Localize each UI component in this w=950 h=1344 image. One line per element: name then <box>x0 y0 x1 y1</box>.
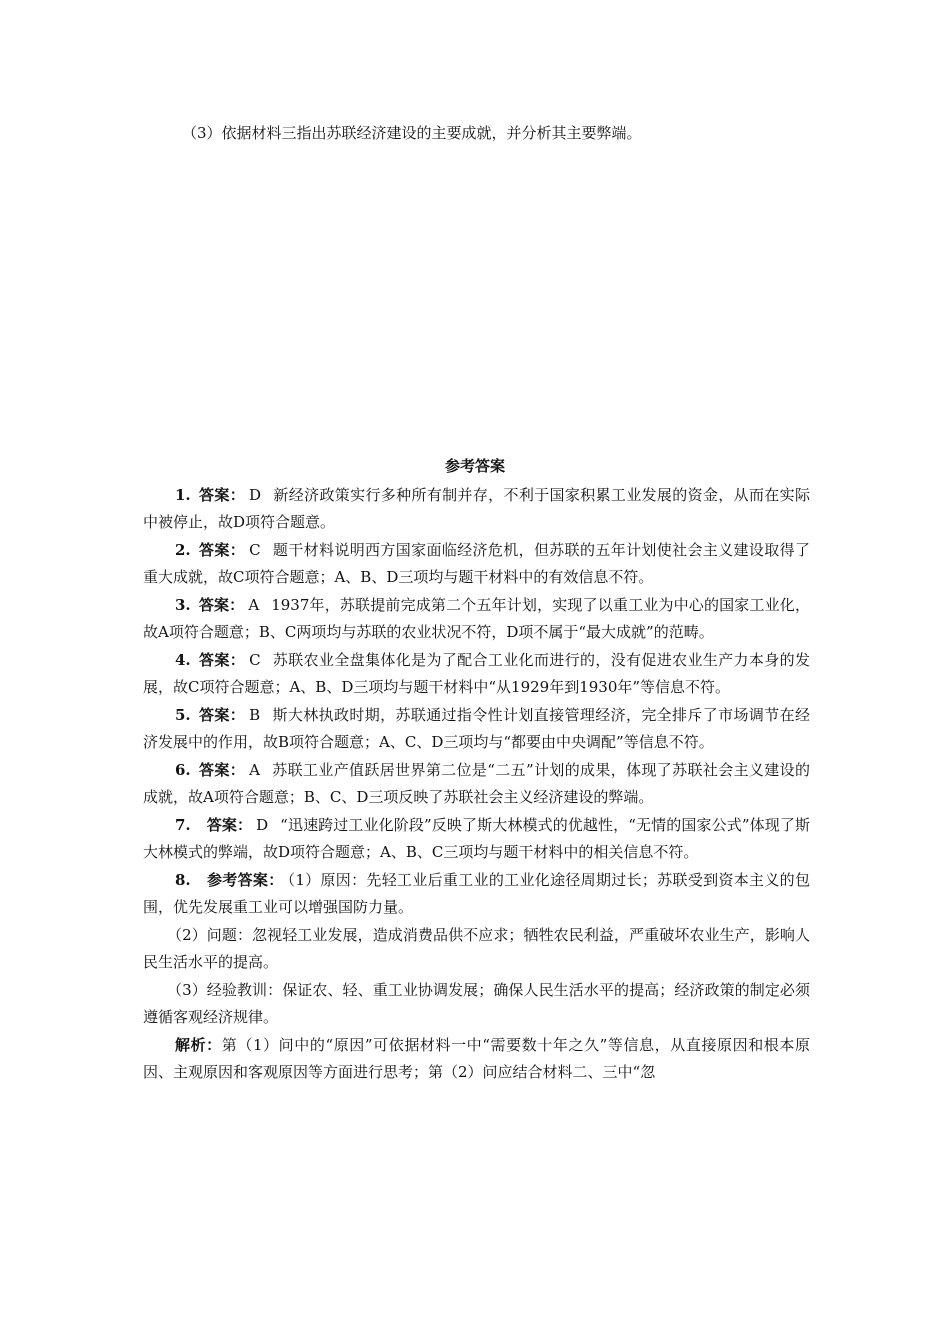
answer-explanation: 1937年，苏联提前完成第二个五年计划，实现了以重工业为中心的国家工业化，故A项符合题意；B、C两项均与苏联的农业状况不符，D项不属于“最大成就”的范畴。 <box>143 596 810 641</box>
answer-explanation: 新经济政策实行多种所有制并存，不利于国家积累工业发展的资金，从而在实际中被停止，故D项符合题意。 <box>143 486 810 531</box>
answer-number: 6. <box>175 761 191 779</box>
answer-label: 答案： <box>206 816 253 834</box>
answer-label: 答案： <box>198 541 246 559</box>
answer-letter: C <box>249 651 261 669</box>
answer-explanation: 题干材料说明西方国家面临经济危机，但苏联的五年计划使社会主义建设取得了重大成就，故C项符合题意；A、B、D三项均与题干材料中的有效信息不符。 <box>143 541 810 586</box>
answers-title: 参考答案 <box>444 457 505 475</box>
answer-item-4 <box>143 647 810 701</box>
answer-label: 答案： <box>198 486 246 504</box>
answer-item-2 <box>143 537 810 591</box>
answer-number: 7. <box>175 816 191 834</box>
answer-item-3 <box>143 592 810 646</box>
answer-8-part-1: （1）原因：先轻工业后重工业的工业化途径周期过长；苏联受到资本主义的包围，优先发展重工业可以增强国防力量。 <box>143 871 810 916</box>
answer-label: 答案： <box>198 596 245 614</box>
answer-number: 4. <box>175 651 191 669</box>
answer-letter: A <box>248 596 260 614</box>
answer-item-6 <box>143 757 810 811</box>
answer-label: 答案： <box>198 706 246 724</box>
answer-explanation: 斯大林执政时期，苏联通过指令性计划直接管理经济，完全排斥了市场调节在经济发展中的作用，故B项符合题意；A、C、D三项均与“都要由中央调配”等信息不符。 <box>143 706 810 751</box>
answer-8-part-2: （2）问题：忽视轻工业发展，造成消费品供不应求；牺牲农民利益，严重破坏农业生产，影响人民生活水平的提高。 <box>143 926 810 971</box>
answer-label: 参考答案： <box>206 871 284 889</box>
answer-label: 答案： <box>198 651 246 669</box>
question-3-text: （3）依据材料三指出苏联经济建设的主要成就，并分析其主要弊端。 <box>182 124 642 142</box>
answer-letter: A <box>249 761 260 779</box>
analysis-label: 解析： <box>175 1036 222 1054</box>
analysis-paragraph <box>143 1032 810 1086</box>
answer-item-1 <box>143 482 810 536</box>
answer-explanation: “迅速跨过工业化阶段”反映了斯大林模式的优越性，“无情的国家公式”体现了斯大林模式的弊端，故D项符合题意；A、B、C三项均与题干材料中的相关信息不符。 <box>143 816 810 861</box>
answer-explanation: 苏联工业产值跃居世界第二位是“二五”计划的成果，体现了苏联社会主义建设的成就，故A项符合题意；B、C、D三项反映了苏联社会主义经济建设的弊端。 <box>143 761 810 806</box>
answer-item-7 <box>143 812 810 866</box>
analysis-text: 第（1）问中的“原因”可依据材料一中“需要数十年之久”等信息，从直接原因和根本原因、主观原因和客观原因等方面进行思考；第（2）问应结合材料二、三中“忽 <box>143 1036 810 1081</box>
answer-letter: C <box>249 541 261 559</box>
answer-letter: B <box>249 706 261 724</box>
answer-letter: D <box>249 486 262 504</box>
answer-number: 3. <box>175 596 191 614</box>
answer-number: 8. <box>175 871 191 889</box>
answer-number: 5. <box>175 706 191 724</box>
answers-section <box>143 482 810 1087</box>
answer-item-8 <box>143 867 810 921</box>
answer-number: 2. <box>175 541 191 559</box>
answer-number: 1. <box>175 486 191 504</box>
answer-item-5 <box>143 702 810 756</box>
answer-8-part-3: （3）经验教训：保证农、轻、重工业协调发展；确保人民生活水平的提高；经济政策的制定必须遵循客观经济规律。 <box>143 981 810 1026</box>
answer-explanation: 苏联农业全盘集体化是为了配合工业化而进行的，没有促进农业生产力本身的发展，故C项符合题意；A、B、D三项均与题干材料中“从1929年到1930年”等信息不符。 <box>143 651 810 696</box>
answer-label: 答案： <box>198 761 246 779</box>
answer-letter: D <box>256 816 269 834</box>
